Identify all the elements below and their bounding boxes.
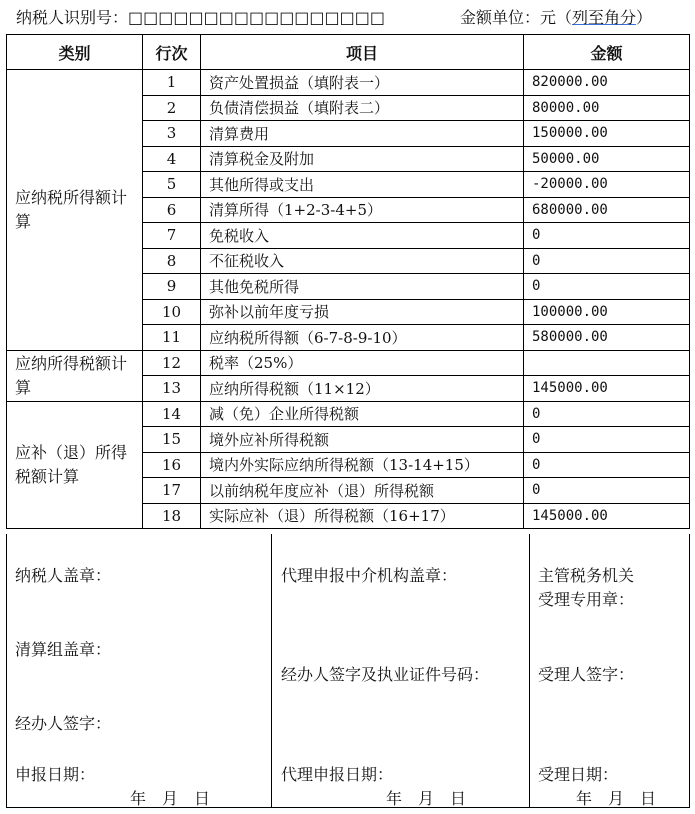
team-seal-label: 清算组盖章： (15, 640, 112, 659)
item-cell: 实际应补（退）所得税额（16+17） (201, 503, 524, 529)
taxpayer-id-boxes[interactable]: □□□□□□□□□□□□□□□□□ (128, 8, 386, 27)
amount-cell[interactable]: 80000.00 (524, 95, 690, 121)
line-cell: 15 (143, 427, 201, 453)
amount-cell[interactable] (524, 350, 690, 376)
category-cell: 应纳所得税额计算 (7, 350, 143, 401)
line-cell: 12 (143, 350, 201, 376)
line-cell: 2 (143, 95, 201, 121)
amount-cell[interactable]: 145000.00 (524, 503, 690, 529)
agency-seal-label: 代理申报中介机构盖章： (281, 566, 458, 585)
line-cell: 16 (143, 452, 201, 478)
unit-label: 金额单位： (460, 8, 541, 27)
amount-cell[interactable]: 0 (524, 401, 690, 427)
agency-date-label: 代理申报日期： (281, 765, 394, 784)
receiver-sign-label: 受理人签字： (538, 665, 635, 684)
amount-cell[interactable]: 0 (524, 452, 690, 478)
amount-cell[interactable]: 0 (524, 274, 690, 300)
item-cell: 清算税金及附加 (201, 146, 524, 172)
amount-cell[interactable]: 50000.00 (524, 146, 690, 172)
amount-cell[interactable]: -20000.00 (524, 172, 690, 198)
line-cell: 6 (143, 197, 201, 223)
item-cell: 资产处置损益（填附表一） (201, 70, 524, 96)
table-row (7, 350, 690, 376)
agent-sign-label: 经办人签字： (15, 714, 112, 733)
header-amount: 金额 (524, 35, 690, 70)
amount-cell[interactable]: 680000.00 (524, 197, 690, 223)
taxpayer-id-label: 纳税人识别号： (16, 8, 129, 27)
line-cell: 18 (143, 503, 201, 529)
amount-cell[interactable]: 820000.00 (524, 70, 690, 96)
sig-col-authority (530, 534, 690, 808)
amount-cell[interactable]: 150000.00 (524, 121, 690, 147)
unit-suffix: ） (636, 8, 653, 27)
item-cell: 免税收入 (201, 223, 524, 249)
table-row (7, 401, 690, 427)
taxpayer-seal-label: 纳税人盖章： (15, 566, 112, 585)
line-cell: 17 (143, 478, 201, 504)
line-cell: 5 (143, 172, 201, 198)
table-header-row (7, 35, 690, 70)
unit-underlined: 列至角分 (572, 8, 637, 27)
table-row (7, 70, 690, 96)
item-cell: 减（免）企业所得税额 (201, 401, 524, 427)
form-header (0, 0, 695, 34)
item-cell: 应纳所得税额（11×12） (201, 376, 524, 402)
header-line: 行次 (143, 35, 201, 70)
line-cell: 1 (143, 70, 201, 96)
line-cell: 3 (143, 121, 201, 147)
unit-prefix: 元（ (540, 8, 573, 27)
receive-date-label: 受理日期： (538, 765, 619, 784)
item-cell: 以前纳税年度应补（退）所得税额 (201, 478, 524, 504)
item-cell: 其他所得或支出 (201, 172, 524, 198)
amount-cell[interactable]: 145000.00 (524, 376, 690, 402)
amount-cell[interactable]: 0 (524, 248, 690, 274)
line-cell: 4 (143, 146, 201, 172)
liquidation-table (6, 34, 690, 529)
header-category: 类别 (7, 35, 143, 70)
sig-col-agency (272, 534, 530, 808)
line-cell: 7 (143, 223, 201, 249)
sig-col-taxpayer (7, 534, 272, 808)
item-cell: 弥补以前年度亏损 (201, 299, 524, 325)
line-cell: 14 (143, 401, 201, 427)
item-cell: 不征税收入 (201, 248, 524, 274)
line-cell: 13 (143, 376, 201, 402)
receive-date-parts: 年 月 日 (576, 789, 657, 808)
item-cell: 其他免税所得 (201, 274, 524, 300)
agent-cert-label: 经办人签字及执业证件号码： (281, 665, 490, 684)
authority-line2: 受理专用章： (538, 590, 635, 609)
item-cell: 税率（25%） (201, 350, 524, 376)
item-cell: 境内外实际应纳所得税额（13-14+15） (201, 452, 524, 478)
agency-date-parts: 年 月 日 (386, 789, 467, 808)
amount-cell[interactable]: 580000.00 (524, 325, 690, 351)
declare-date-label: 申报日期： (15, 765, 96, 784)
item-cell: 清算费用 (201, 121, 524, 147)
declare-date-parts: 年 月 日 (130, 789, 211, 808)
header-item: 项目 (201, 35, 524, 70)
amount-cell[interactable]: 0 (524, 478, 690, 504)
amount-cell[interactable]: 0 (524, 223, 690, 249)
line-cell: 10 (143, 299, 201, 325)
item-cell: 清算所得（1+2-3-4+5） (201, 197, 524, 223)
amount-cell[interactable]: 0 (524, 427, 690, 453)
item-cell: 负债清偿损益（填附表二） (201, 95, 524, 121)
item-cell: 应纳税所得额（6-7-8-9-10） (201, 325, 524, 351)
item-cell: 境外应补所得税额 (201, 427, 524, 453)
line-cell: 9 (143, 274, 201, 300)
taxpayer-id (16, 5, 385, 28)
signature-area (6, 534, 690, 808)
amount-unit (460, 5, 652, 28)
amount-cell[interactable]: 100000.00 (524, 299, 690, 325)
category-cell: 应纳税所得额计算 (7, 70, 143, 351)
authority-line1: 主管税务机关 (538, 566, 635, 585)
category-cell: 应补（退）所得税额计算 (7, 401, 143, 529)
line-cell: 11 (143, 325, 201, 351)
line-cell: 8 (143, 248, 201, 274)
